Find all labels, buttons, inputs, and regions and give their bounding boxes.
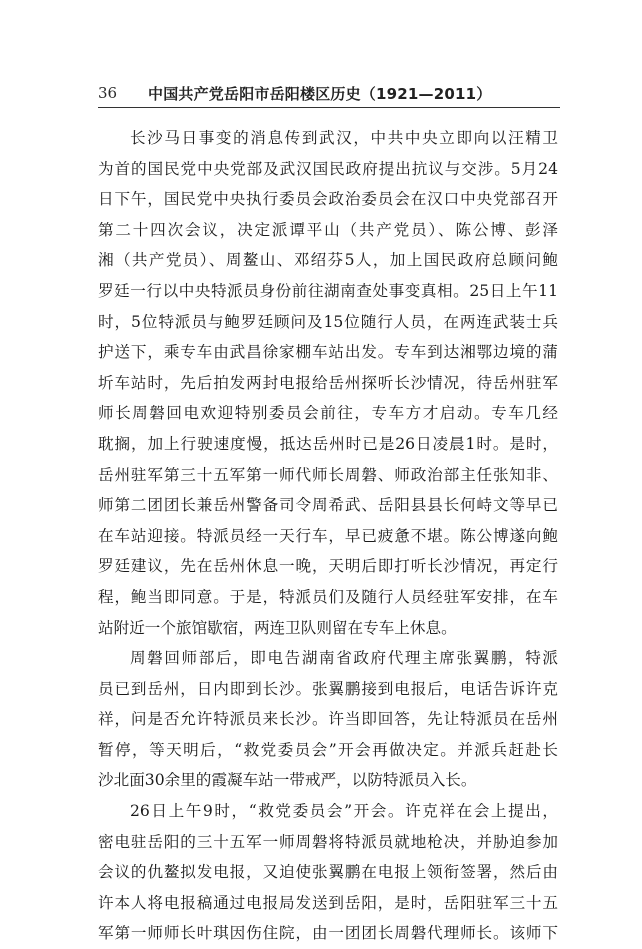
paragraph-line: 程，鲍当即同意。于是，特派员们及随行人员经驻军安排，在车 [98, 587, 558, 606]
paragraph-line: 祥，问是否允许特派员来长沙。许当即回答，先让特派员在岳州 [98, 710, 558, 729]
paragraph-line: 许本人将电报稿通过电报局发送到岳阳，是时，岳阳驻军三十五 [98, 893, 558, 912]
paragraph-line: 会议的仇鳌拟发电报，又迫使张翼鹏在电报上领衔签署，然后由 [98, 863, 558, 882]
paragraph-line: 员已到岳州，日内即到长沙。张翼鹏接到电报后，电话告诉许克 [98, 679, 558, 698]
paragraph-line: 耽搁，加上行驶速度慢，抵达岳州时已是26日凌晨1时。是时， [98, 434, 558, 453]
paragraph-line: 暂停，等天明后，“救党委员会”开会再做决定。并派兵赶赴长 [98, 740, 558, 759]
paragraph-line: 湘（共产党员）、周鳌山、邓绍芬5人，加上国民政府总顾问鲍 [98, 251, 558, 270]
paragraph-line: 师第二团团长兼岳州警备司令周希武、岳阳县县长何峙文等早已 [98, 496, 558, 515]
page-number: 36 [98, 84, 118, 102]
paragraph-line: 罗廷建议，先在岳州休息一晚，天明后即打听长沙情况，再定行 [98, 557, 558, 576]
paragraph-line: 军第一师师长叶琪因伤住院，由一团团长周磐代理师长。该师下 [98, 924, 558, 943]
paragraph-line: 站附近一个旅馆歇宿，两连卫队则留在专车上休息。 [98, 618, 457, 637]
paragraph-line: 日下午，国民党中央执行委员会政治委员会在汉口中央党部召开 [98, 190, 558, 209]
paragraph-line: 周磐回师部后，即电告湖南省政府代理主席张翼鹏，特派 [130, 649, 558, 668]
paragraph-line: 时，5位特派员与鲍罗廷顾问及15位随行人员，在两连武装士兵 [98, 312, 558, 331]
paragraph-line: 护送下，乘专车由武昌徐家棚车站出发。专车到达湘鄂边境的蒲 [98, 343, 558, 362]
paragraph-line: 长沙马日事变的消息传到武汉，中共中央立即向以汪精卫 [130, 129, 558, 147]
paragraph-line: 在车站迎接。特派员经一天行车，早已疲惫不堪。陈公博遂向鲍 [98, 526, 558, 545]
paragraph-line: 为首的国民党中央党部及武汉国民政府提出抗议与交涉。5月24 [98, 159, 558, 178]
paragraph-line: 沙北面30余里的霞凝车站一带戒严，以防特派员入长。 [98, 771, 477, 790]
paragraph-line: 26日上午9时，“救党委员会”开会。许克祥在会上提出， [130, 802, 558, 821]
paragraph-line: 岳州驻军第三十五军第一师代师长周磐、师政治部主任张知非、 [98, 465, 558, 484]
paragraph-line: 罗廷一行以中央特派员身份前往湖南查处事变真相。25日上午11 [98, 281, 558, 300]
page-header [98, 78, 560, 108]
paragraph-line: 第二十四次会议，决定派谭平山（共产党员）、陈公博、彭泽 [98, 220, 558, 239]
paragraph-line: 师长周磐回电欢迎特别委员会前往，专车方才启动。专车几经 [98, 404, 558, 423]
running-title: 中国共产党岳阳市岳阳楼区历史（1921—2011） [148, 85, 492, 103]
header-rule [98, 107, 560, 108]
body-text [98, 123, 558, 949]
paragraph-line: 圻车站时，先后拍发两封电报给岳州探听长沙情况，待岳州驻军 [98, 373, 558, 392]
paragraph-line: 密电驻岳阳的三十五军一师周磐将特派员就地枪决，并胁迫参加 [98, 832, 558, 851]
